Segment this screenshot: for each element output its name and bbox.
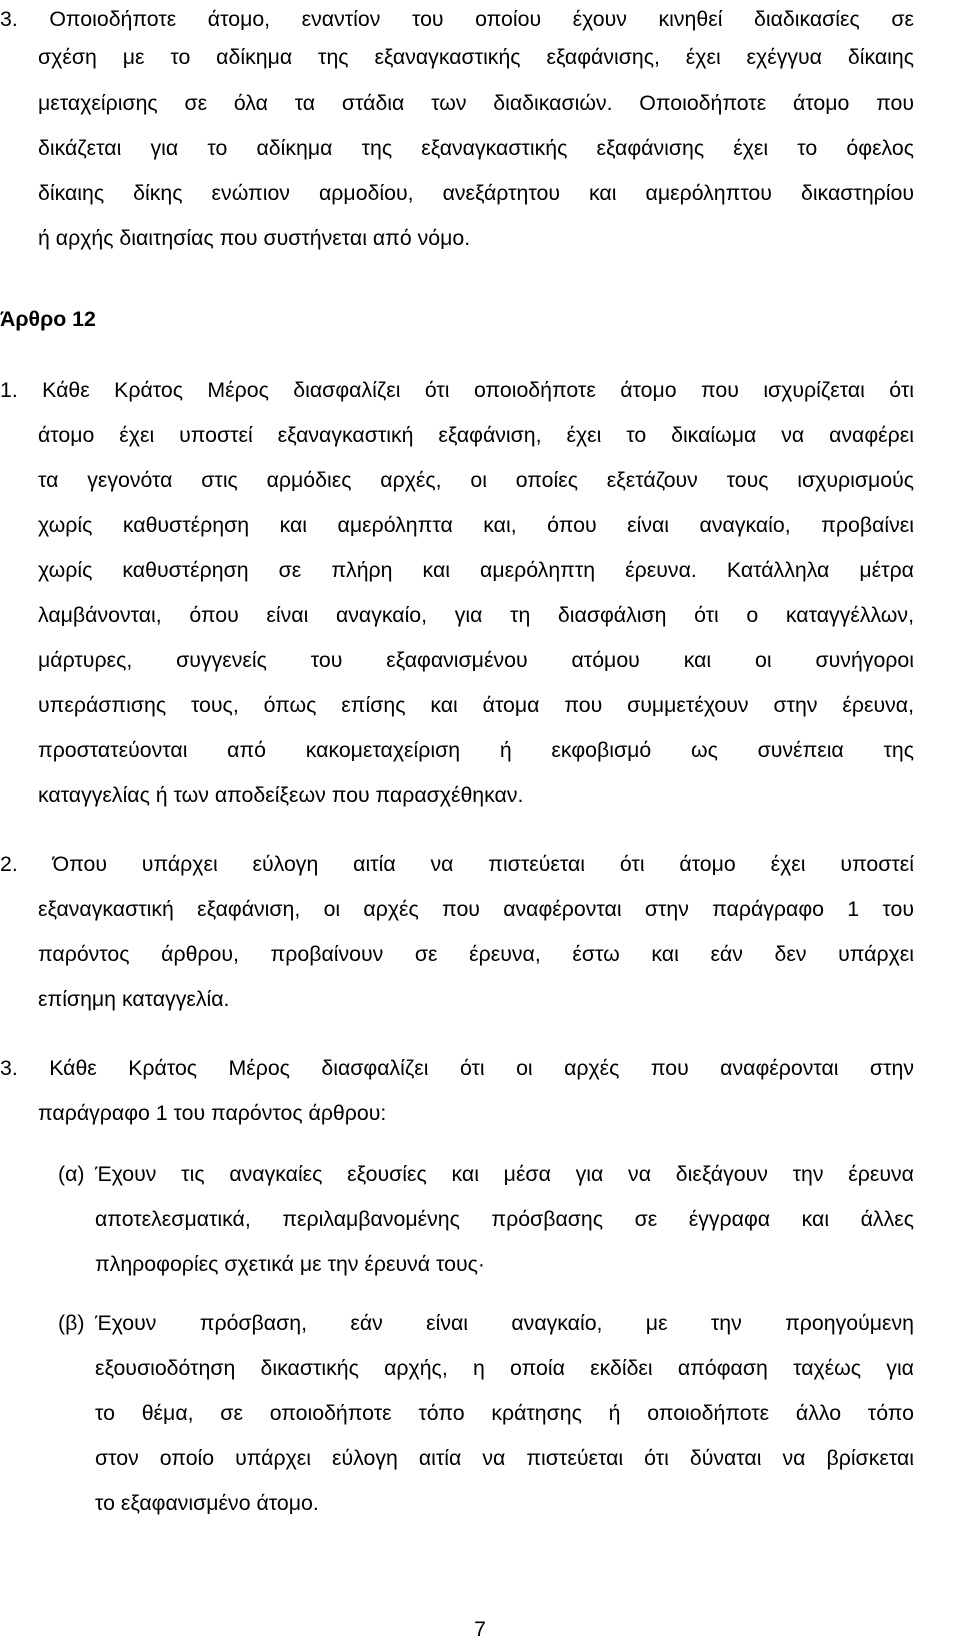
text-line: μεταχείρισης σε όλα τα στάδια των διαδικασιών. Οποιοδήποτε άτομο που: [38, 91, 914, 115]
text-line: στον οποίο υπάρχει εύλογη αιτία να πιστεύεται ότι δύναται να βρίσκεται: [95, 1446, 914, 1470]
text-line: καταγγελίας ή των αποδείξεων που παρασχέθηκαν.: [38, 783, 524, 807]
text-line: δίκαιης δίκης ενώπιον αρμοδίου, ανεξάρτητου και αμερόληπτου δικαστηρίου: [38, 181, 914, 205]
text-line: το εξαφανισμένο άτομο.: [95, 1491, 319, 1515]
list-label: (β): [58, 1311, 85, 1335]
text-line: άτομο έχει υποστεί εξαναγκαστική εξαφάνιση, έχει το δικαίωμα να αναφέρει: [38, 423, 914, 447]
text-line: τα γεγονότα στις αρμόδιες αρχές, οι οποίες εξετάζουν τους ισχυρισμούς: [38, 468, 914, 492]
text-line: μάρτυρες, συγγενείς του εξαφανισμένου ατόμου και οι συνήγοροι: [38, 648, 914, 672]
page-number: 7: [474, 1617, 486, 1641]
text-line: 2. Όπου υπάρχει εύλογη αιτία να πιστεύεται ότι άτομο έχει υποστεί: [0, 852, 914, 876]
text-line: αποτελεσματικά, περιλαμβανομένης πρόσβασης σε έγγραφα και άλλες: [95, 1207, 914, 1231]
list-label: (α): [58, 1162, 85, 1186]
text-line: χωρίς καθυστέρηση σε πλήρη και αμερόληπτη έρευνα. Κατάλληλα μέτρα: [38, 558, 914, 582]
text-line: 1. Κάθε Κράτος Μέρος διασφαλίζει ότι οποιοδήποτε άτομο που ισχυρίζεται ότι: [0, 378, 914, 402]
text-line: προστατεύονται από κακομεταχείριση ή εκφοβισμό ως συνέπεια της: [38, 738, 914, 762]
text-line: υπεράσπισης τους, όπως επίσης και άτομα που συμμετέχουν στην έρευνα,: [38, 693, 914, 717]
article-heading: Άρθρο 12: [0, 307, 96, 331]
text-line: χωρίς καθυστέρηση και αμερόληπτα και, όπου είναι αναγκαίο, προβαίνει: [38, 513, 914, 537]
text-line: το θέμα, σε οποιοδήποτε τόπο κράτησης ή οποιοδήποτε άλλο τόπο: [95, 1401, 914, 1425]
text-line: εξουσιοδότηση δικαστικής αρχής, η οποία εκδίδει απόφαση ταχέως για: [95, 1356, 914, 1380]
text-line: 3. Κάθε Κράτος Μέρος διασφαλίζει ότι οι αρχές που αναφέρονται στην: [0, 1056, 914, 1080]
text-line: Έχουν τις αναγκαίες εξουσίες και μέσα για να διεξάγουν την έρευνα: [95, 1162, 914, 1186]
text-line: Έχουν πρόσβαση, εάν είναι αναγκαίο, με την προηγούμενη: [95, 1311, 914, 1335]
text-line: 3. Οποιοδήποτε άτομο, εναντίον του οποίου έχουν κινηθεί διαδικασίες σε: [0, 7, 914, 31]
text-line: λαμβάνονται, όπου είναι αναγκαίο, για τη διασφάλιση ότι ο καταγγέλλων,: [38, 603, 914, 627]
text-line: σχέση με το αδίκημα της εξαναγκαστικής εξαφάνισης, έχει εχέγγυα δίκαιης: [38, 45, 914, 69]
text-line: ή αρχής διαιτησίας που συστήνεται από νόμο.: [38, 226, 471, 250]
text-line: εξαναγκαστική εξαφάνιση, οι αρχές που αναφέρονται στην παράγραφο 1 του: [38, 897, 914, 921]
text-line: δικάζεται για το αδίκημα της εξαναγκαστικής εξαφάνισης έχει το όφελος: [38, 136, 914, 160]
text-line: παρόντος άρθρου, προβαίνουν σε έρευνα, έστω και εάν δεν υπάρχει: [38, 942, 914, 966]
text-line: πληροφορίες σχετικά με την έρευνά τους·: [95, 1252, 485, 1276]
text-line: επίσημη καταγγελία.: [38, 987, 230, 1011]
text-line: παράγραφο 1 του παρόντος άρθρου:: [38, 1101, 387, 1125]
